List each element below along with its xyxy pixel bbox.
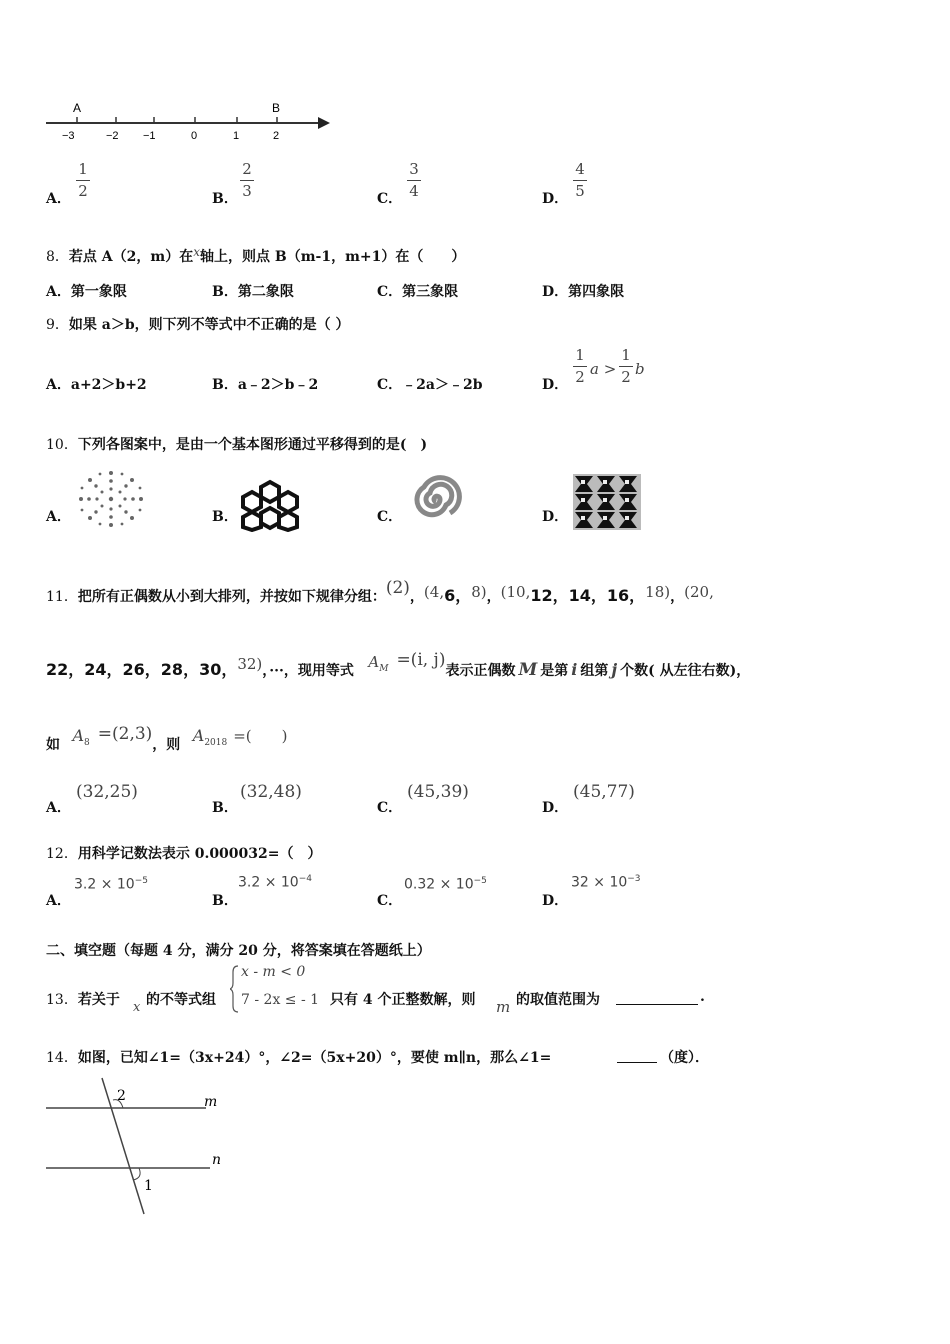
q9-option-c[interactable]: C．﹣2a＞﹣2b [377,377,483,393]
fraction-denominator: 4 [409,182,419,200]
fraction-numerator: 4 [575,160,585,178]
q11-option-a-value[interactable]: (32,25) [76,782,138,802]
q11-option-d-value[interactable]: (45,77) [573,782,635,802]
q11-line2: 22，24，26，28，30，32)，···，现用等式 $A^M =(i$, j)表示正偶数 M 是第 i 组第 j 个数( 从左往右数)， [46,650,751,680]
number-line-figure [40,98,340,146]
tick-label: 1 [233,130,240,142]
q13-text-c: 只有 4 个正整数解，则 [330,992,476,1008]
q13-number: 13． [46,992,78,1008]
q10-question [46,434,427,454]
fraction-numerator: 1 [78,160,88,178]
section-title: 二、填空题（每题 4 分，满分 20 分，将答案填在答题纸上） [46,943,431,959]
q7-option-d-letter[interactable]: D． [542,191,569,207]
q9-option-d-fraction-right: 1 2 [619,348,633,385]
system-brace-icon [230,964,240,1014]
q8-option-d[interactable]: D．第四象限 [542,284,625,300]
q11-option-d-letter[interactable]: D． [542,800,569,816]
q10-option-a-letter[interactable]: A． [46,509,71,525]
q10-option-a-dotted-flower-figure[interactable] [76,468,146,530]
q9-text: 如果 a＞b，则下列不等式中不正确的是（ ） [68,317,350,333]
fraction-denominator: 2 [78,182,88,200]
q12-number: 12． [46,846,78,862]
q12-option-a-letter[interactable]: A． [46,893,71,909]
q14-number: 14． [46,1050,78,1066]
tick-label: 2 [273,130,280,142]
q10-number: 10． [46,437,78,453]
q8-question [46,246,465,266]
tick-label: −2 [106,130,119,142]
q7-option-a-fraction[interactable] [76,162,90,199]
q12-option-c-value[interactable]: $0.32 \times 10^{-5}$ [404,876,487,893]
q14-answer-blank[interactable] [617,1062,657,1063]
q11-line3: 如 $A^8 =(2,3)$，则 $A^{2018}$ =( ) [46,724,288,753]
q7-option-a-letter[interactable]: A． [46,191,71,207]
q10-option-d-letter[interactable]: D． [542,509,569,525]
q14-unit: （度）． [660,1050,709,1066]
fraction-numerator: 3 [409,160,419,178]
angle-1-arc [133,1168,140,1180]
q8-number: 8． [46,249,69,265]
q10-option-c-spiral-figure[interactable] [408,472,464,528]
q9-option-d-letter[interactable]: D． [542,377,569,393]
q11-group1: (2) [385,578,410,598]
q11-option-c-value[interactable]: (45,39) [407,782,469,802]
q11-line1: 11．把所有正偶数从小到大排列，并按如下规律分组：(2)，(4,6，8)，(10,12，14，16，18)，(20, [46,578,714,605]
q12-text: 用科学记数法表示 0.000032=（ ） [77,846,322,862]
q10-option-c-letter[interactable]: C． [377,509,403,525]
q13-text-d: 的取值范围为 [516,992,600,1008]
fraction-denominator: 5 [575,182,585,200]
q13-inequality-1: x - m < 0 [241,964,306,980]
q7-option-b-fraction[interactable] [240,162,254,199]
q11-option-b-letter[interactable]: B． [212,800,238,816]
fraction-denominator: 3 [242,182,252,200]
q13-var-x: x [133,1000,141,1015]
q8-text-a: 若点 A（2，m）在 [68,249,194,265]
q12-option-c-letter[interactable]: C． [377,893,403,909]
q13-text-b: 的不等式组 [146,992,216,1008]
q8-option-a[interactable]: A．第一象限 [46,284,127,300]
q10-option-b-letter[interactable]: B． [212,509,238,525]
q12-option-d-letter[interactable]: D． [542,893,569,909]
q12-option-d-value[interactable]: $32 \times 10^{-3}$ [571,874,641,891]
tick-label: 0 [191,130,198,142]
q10-text: 下列各图案中，是由一个基本图形通过平移得到的是( ) [77,437,428,453]
q11-number: 11． [46,589,78,605]
q12-option-a-value[interactable]: $3.2 \times 10^{-5}$ [74,876,148,893]
q12-option-b-letter[interactable]: B． [212,893,238,909]
line-m-label: m [204,1094,218,1110]
q7-option-c-letter[interactable]: C． [377,191,403,207]
point-b-label: B [272,101,281,115]
q9-option-a[interactable]: A．a+2＞b+2 [46,377,147,393]
q9-option-d-end: b [635,360,645,378]
q13-inequality-2: 7 - 2x ≤ - 1 [241,992,320,1008]
q13-question: 13．若关于 [46,992,120,1008]
q14-question: 14．如图，已知∠1=（3x+24）°，∠2=（5x+20）°，要使 m∥n，那么∠1= [46,1050,552,1066]
tick-label: −1 [143,130,156,142]
parallel-lines-figure [40,1074,240,1218]
q7-option-c-fraction[interactable] [407,162,421,199]
q10-option-b-hexagon-flower-figure[interactable] [240,478,300,532]
q13-answer-blank[interactable] [616,1004,698,1005]
q8-option-b[interactable]: B．第二象限 [212,284,294,300]
q13-var-m: m [496,998,511,1016]
q11-option-c-letter[interactable]: C． [377,800,403,816]
number-line-arrow [318,117,330,129]
q7-option-b-letter[interactable]: B． [212,191,238,207]
q11-option-a-letter[interactable]: A． [46,800,71,816]
point-a-label: A [73,101,82,115]
q8-var-x: x [193,245,200,259]
q12-question [46,843,322,863]
q9-option-b[interactable]: B．a﹣2＞b﹣2 [212,377,319,393]
q9-number: 9． [46,317,69,333]
q8-text-b: 轴上，则点 B（m-1，m+1）在（ ） [200,249,466,265]
q8-option-c[interactable]: C．第三象限 [377,284,459,300]
q10-option-d-tessellation-figure[interactable] [573,474,641,530]
q12-option-b-value[interactable]: $3.2 \times 10^{-4}$ [238,874,312,891]
angle-2-label: 2 [117,1088,126,1104]
q9-option-d-fraction-left[interactable]: 1 2 [573,348,587,385]
q11-option-b-value[interactable]: (32,48) [240,782,302,802]
q9-question [46,314,350,334]
angle-1-label: 1 [144,1178,153,1194]
q11-text: 把所有正偶数从小到大排列，并按如下规律分组： [77,589,386,605]
tick-label: −3 [62,130,75,142]
q9-option-d-mid: a > [590,360,617,378]
line-n-label: n [212,1152,222,1168]
q7-option-d-fraction[interactable] [573,162,587,199]
fraction-numerator: 2 [242,160,252,178]
q13-end: . [700,989,705,1005]
